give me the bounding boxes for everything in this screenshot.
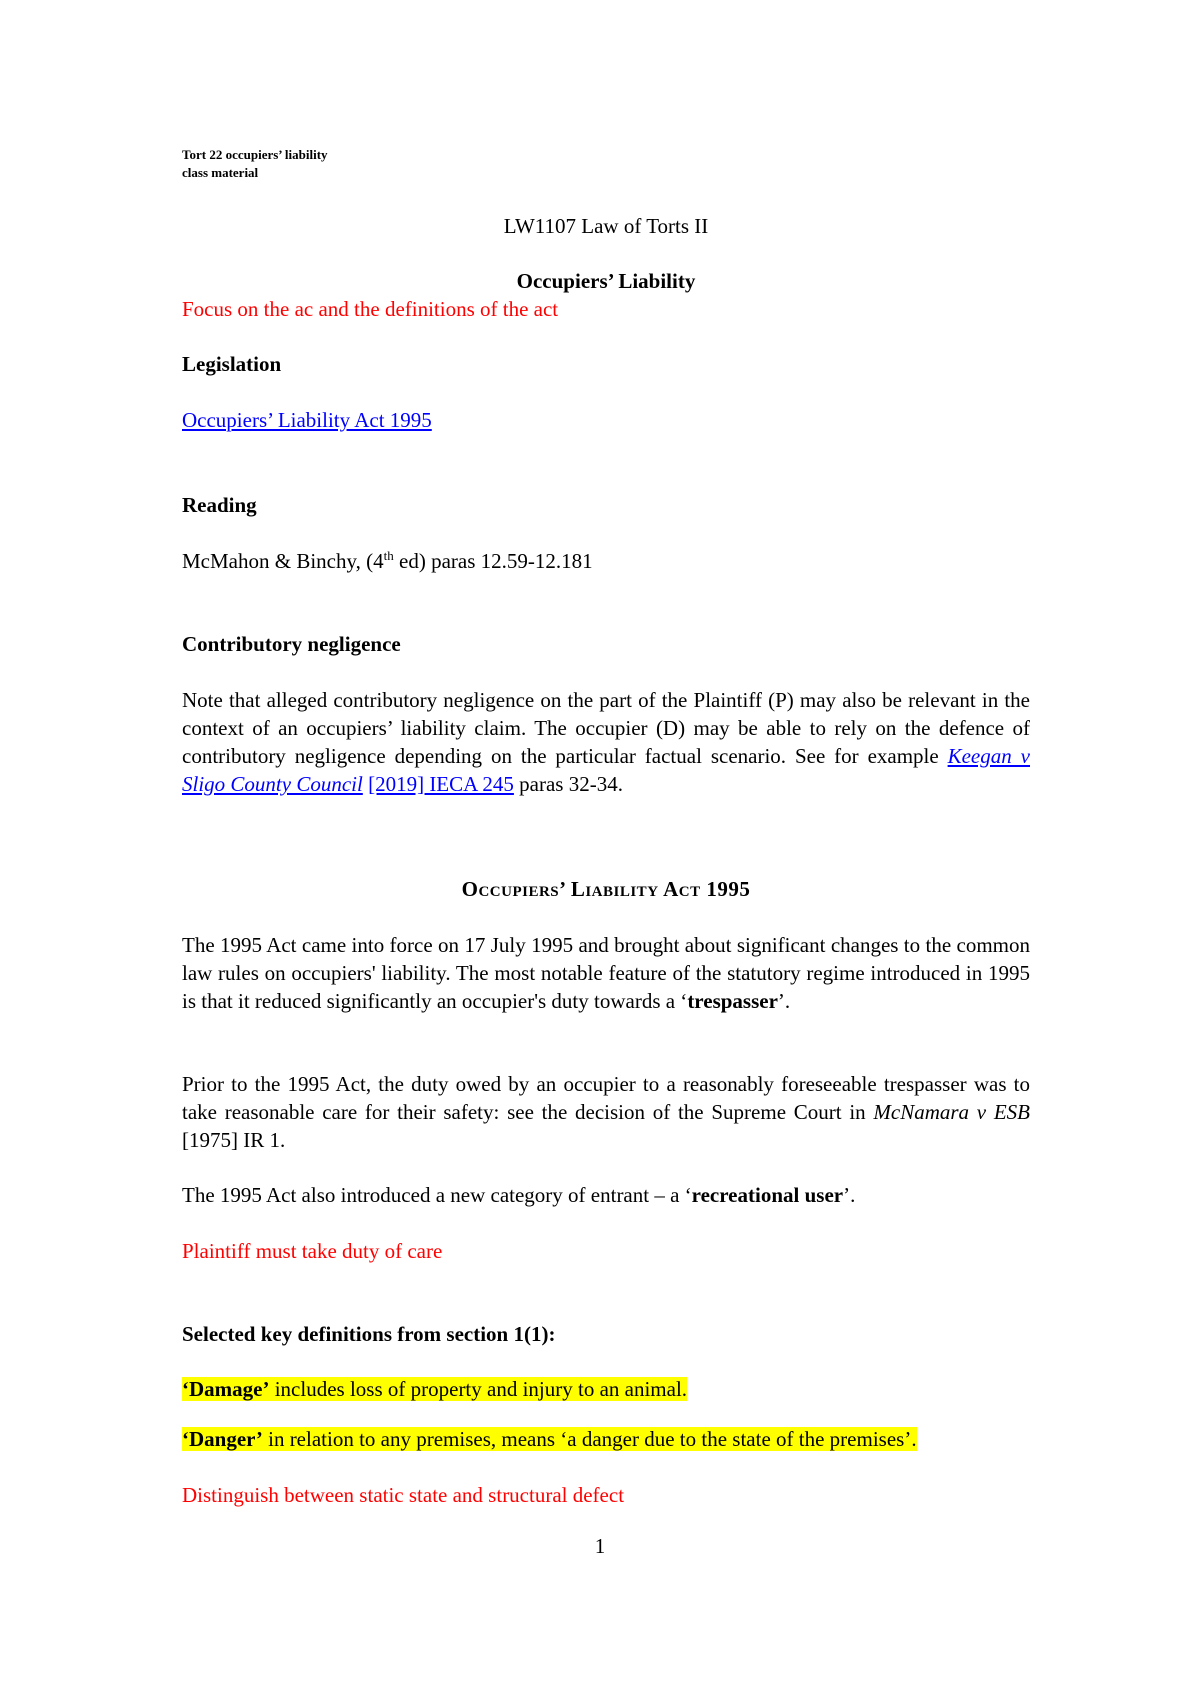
- legislation-paragraph: [182, 406, 1030, 434]
- document-subtitle: Occupiers’ Liability: [516, 269, 696, 293]
- header-line-1: Tort 22 occupiers’ liability: [182, 147, 328, 162]
- note-focus: Focus on the ac and the definitions of the act: [182, 297, 559, 321]
- note-distinguish: Distinguish between static state and structural defect: [182, 1483, 625, 1507]
- paragraph-1995-act: The 1995 Act came into force on 17 July 1995 and brought about significant changes to the common law rules on occupiers' liability. The most notable feature of the statutory regime introduced in 1995 is that it reduced significantly an occupier's duty towards a ‘trespasser’.: [182, 933, 1030, 1013]
- act-heading: Occupiers’ Liability Act 1995: [461, 877, 751, 901]
- definition-damage-highlight: ‘Damage’ includes loss of property and injury to an animal.: [182, 1377, 688, 1401]
- definition-danger-highlight: ‘Danger’ in relation to any premises, means ‘a danger due to the state of the premises’.: [182, 1427, 917, 1451]
- definition-danger: [182, 1425, 1030, 1453]
- page-number: 1: [594, 1534, 606, 1558]
- citation-link-ieca[interactable]: [2019] IECA 245: [368, 772, 514, 796]
- legislation-link[interactable]: Occupiers’ Liability Act 1995: [182, 408, 432, 432]
- legislation-heading: Legislation: [182, 352, 282, 376]
- document-title: LW1107 Law of Torts II: [503, 214, 709, 238]
- contributory-heading: Contributory negligence: [182, 632, 401, 656]
- header-line-2: class material: [182, 165, 259, 180]
- note-plaintiff: Plaintiff must take duty of care: [182, 1239, 443, 1263]
- reading-heading: Reading: [182, 493, 257, 517]
- paragraph-recreational: The 1995 Act also introduced a new category of entrant – a ‘recreational user’.: [182, 1183, 856, 1207]
- contributory-paragraph: Note that alleged contributory negligence on the part of the Plaintiff (P) may also be relevant in the context of an occupiers’ liability claim. The occupier (D) may be able to rely on the defence of contributory negligence depending on the particular factual scenario. See for example Keegan v Sligo County Council [2019] IECA 245 paras 32-34.: [182, 688, 1030, 796]
- definitions-heading: Selected key definitions from section 1(1):: [182, 1322, 556, 1346]
- paragraph-prior-act: Prior to the 1995 Act, the duty owed by an occupier to a reasonably foreseeable trespasser was to take reasonable care for their safety: see the decision of the Supreme Court in McNamara v ESB [1975] IR 1.: [182, 1072, 1030, 1152]
- definition-damage: [182, 1375, 1030, 1403]
- case-link-keegan[interactable]: Keegan v Sligo County Council: [182, 744, 1030, 796]
- reading-text: McMahon & Binchy, (4th ed) paras 12.59-12.181: [182, 548, 593, 573]
